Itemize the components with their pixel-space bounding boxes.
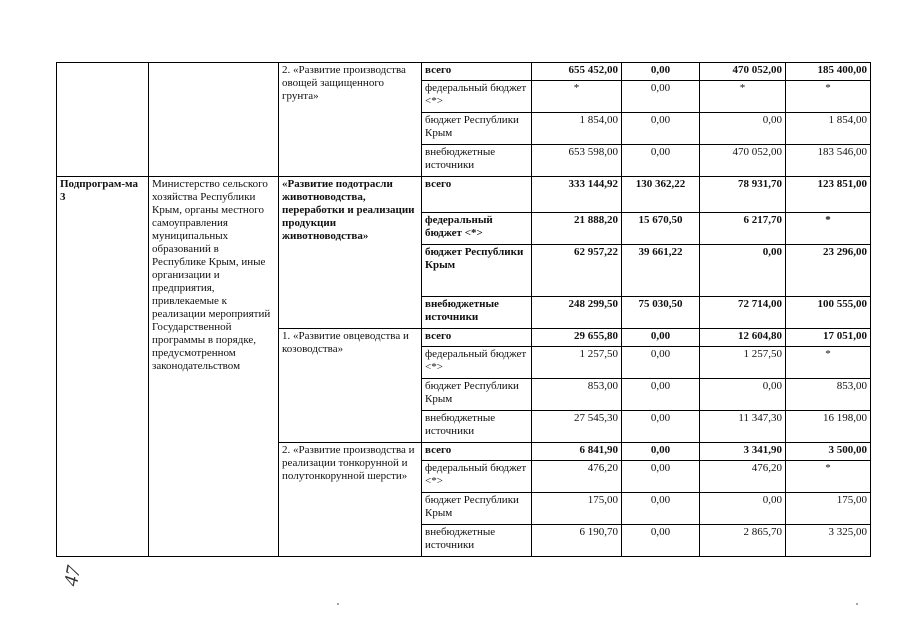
funding-source-cell: всего [422,329,532,347]
amount-cell: 0,00 [700,493,786,525]
amount-cell: 0,00 [700,245,786,297]
amount-cell: 1 854,00 [532,113,622,145]
funding-source-cell: всего [422,443,532,461]
amount-cell: 100 555,00 [786,297,871,329]
executor-cell [149,63,279,177]
amount-cell: 11 347,30 [700,411,786,443]
amount-cell: 3 341,90 [700,443,786,461]
amount-cell: 0,00 [700,113,786,145]
funding-source-cell: бюджет Республики Крым [422,493,532,525]
amount-cell: 3 325,00 [786,525,871,557]
amount-cell: 0,00 [622,525,700,557]
amount-cell: * [786,213,871,245]
amount-cell: 27 545,30 [532,411,622,443]
amount-cell: 655 452,00 [532,63,622,81]
amount-cell: 476,20 [532,461,622,493]
executor-cell: Министерство сельского хозяйства Республики Крым, органы местного самоуправления муниципальных образований в Республике Крым, иные организации и предприятия, привлекаемые к реализации мероприятий Государственной программы в порядке, предусмотренном законодательством [149,177,279,557]
amount-cell: * [700,81,786,113]
amount-cell: * [532,81,622,113]
amount-cell: 21 888,20 [532,213,622,245]
amount-cell: 653 598,00 [532,145,622,177]
scan-speck [337,603,339,605]
program-cell: Подпрограм-ма 3 [57,177,149,557]
amount-cell: 0,00 [622,81,700,113]
amount-cell: * [786,347,871,379]
funding-source-cell: внебюджетные источники [422,525,532,557]
amount-cell: 6 190,70 [532,525,622,557]
measure-title-cell: «Развитие подотрасли животноводства, переработки и реализации продукции животноводства» [279,177,422,329]
amount-cell: 0,00 [622,411,700,443]
amount-cell: * [786,81,871,113]
amount-cell: 15 670,50 [622,213,700,245]
amount-cell: 0,00 [622,113,700,145]
amount-cell: 470 052,00 [700,63,786,81]
amount-cell: 175,00 [532,493,622,525]
funding-source-cell: внебюджетные источники [422,145,532,177]
funding-source-cell: бюджет Республики Крым [422,113,532,145]
measure-title-cell: 2. «Развитие производства и реализации тонкорунной и полутонкорунной шерсти» [279,443,422,557]
amount-cell: 185 400,00 [786,63,871,81]
amount-cell: 39 661,22 [622,245,700,297]
amount-cell: 123 851,00 [786,177,871,213]
amount-cell: 248 299,50 [532,297,622,329]
amount-cell: 1 854,00 [786,113,871,145]
amount-cell: 12 604,80 [700,329,786,347]
funding-source-cell: внебюджетные источники [422,411,532,443]
amount-cell: 23 296,00 [786,245,871,297]
funding-source-cell: федеральный бюджет <*> [422,213,532,245]
funding-source-cell: всего [422,177,532,213]
amount-cell: 16 198,00 [786,411,871,443]
amount-cell: 6 217,70 [700,213,786,245]
amount-cell: 183 546,00 [786,145,871,177]
table-row [57,177,871,213]
amount-cell: 175,00 [786,493,871,525]
amount-cell: 62 957,22 [532,245,622,297]
amount-cell: 0,00 [622,145,700,177]
amount-cell: 75 030,50 [622,297,700,329]
budget-table [56,62,871,557]
funding-source-cell: всего [422,63,532,81]
amount-cell: 78 931,70 [700,177,786,213]
amount-cell: 0,00 [622,493,700,525]
amount-cell: 0,00 [622,329,700,347]
page-number: 47 [60,564,86,588]
amount-cell: * [786,461,871,493]
amount-cell: 0,00 [622,63,700,81]
amount-cell: 470 052,00 [700,145,786,177]
amount-cell: 17 051,00 [786,329,871,347]
funding-source-cell: бюджет Республики Крым [422,245,532,297]
table-row [57,63,871,81]
amount-cell: 0,00 [700,379,786,411]
measure-title-cell: 2. «Развитие производства овощей защищенного грунта» [279,63,422,177]
funding-source-cell: внебюджетные источники [422,297,532,329]
amount-cell: 853,00 [532,379,622,411]
funding-source-cell: федеральный бюджет <*> [422,461,532,493]
program-cell [57,63,149,177]
amount-cell: 0,00 [622,347,700,379]
funding-source-cell: федеральный бюджет <*> [422,347,532,379]
amount-cell: 3 500,00 [786,443,871,461]
funding-source-cell: федеральный бюджет <*> [422,81,532,113]
amount-cell: 1 257,50 [700,347,786,379]
amount-cell: 2 865,70 [700,525,786,557]
amount-cell: 333 144,92 [532,177,622,213]
amount-cell: 0,00 [622,443,700,461]
amount-cell: 0,00 [622,461,700,493]
scan-speck [856,603,858,605]
budget-table-body [57,63,871,557]
amount-cell: 130 362,22 [622,177,700,213]
funding-source-cell: бюджет Республики Крым [422,379,532,411]
measure-title-cell: 1. «Развитие овцеводства и козоводства» [279,329,422,443]
amount-cell: 6 841,90 [532,443,622,461]
amount-cell: 476,20 [700,461,786,493]
amount-cell: 0,00 [622,379,700,411]
amount-cell: 1 257,50 [532,347,622,379]
amount-cell: 29 655,80 [532,329,622,347]
amount-cell: 72 714,00 [700,297,786,329]
amount-cell: 853,00 [786,379,871,411]
